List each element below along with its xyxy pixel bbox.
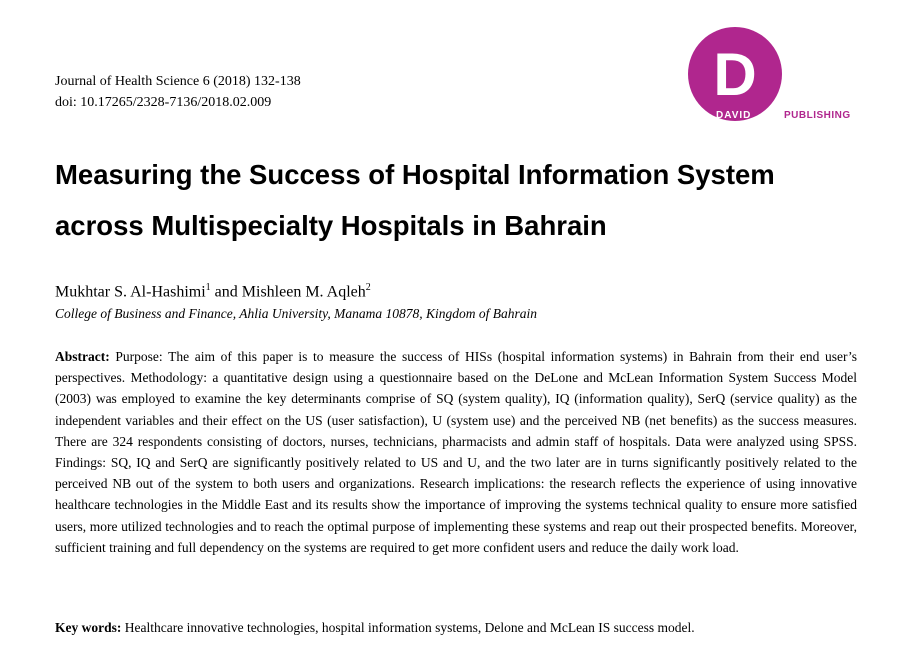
journal-citation: Journal of Health Science 6 (2018) 132-138 <box>55 74 301 89</box>
author-2: Mishleen M. Aqleh <box>241 283 366 301</box>
affiliation: College of Business and Finance, Ahlia University, Manama 10878, Kingdom of Bahrain <box>55 306 537 321</box>
logo-letter: D <box>713 41 757 108</box>
author-2-affiliation-mark: 2 <box>365 282 371 293</box>
logo-word-right: PUBLISHING <box>784 110 851 121</box>
doi: doi: 10.17265/2328-7136/2018.02.009 <box>55 95 272 110</box>
author-1-affiliation-mark: 1 <box>205 282 211 293</box>
david-publishing-logo <box>687 27 862 127</box>
title-line-2: across Multispecialty Hospitals in Bahrain <box>55 210 607 241</box>
paper-title <box>55 149 895 251</box>
keywords <box>55 619 857 637</box>
abstract-text: Purpose: The aim of this paper is to measure the success of HISs (hospital information systems) in Bahrain from their end user’s perspectives. Methodology: a quantitative design using a questionnaire based on the DeLone and McLean Information System Success Model (2003) was employed to examine the key determinants comprise of SQ (system quality), IQ (information quality), SerQ (service quality) as the independent variables and their effect on the US (user satisfaction), U (system use) and the perceived NB (net benefits) as the success measures. There are 324 respondents consisting of doctors, nurses, technicians, pharmacists and admin staff of hospitals. Data were analyzed using SPSS. Findings: SQ, IQ and SerQ are significantly positively related to US and U, and the two later are in turns significantly positively related to the perceived NB out of the system to both users and organizations. Research implications: the research reflects the experience of using innovative healthcare technologies in the Middle East and its results show the importance of improving the systems technical quality to ensure more satisfied users, more utilized technologies and to reach the optimal purpose of implementing these systems and reap out their prospected benefits. Moreover, sufficient training and full dependency on the systems are required to get more confident users and reduce the daily work load. <box>55 349 857 555</box>
abstract <box>55 346 857 558</box>
author-connector: and <box>210 283 242 301</box>
title-line-1: Measuring the Success of Hospital Information System <box>55 159 775 190</box>
keywords-label: Key words: <box>55 620 122 635</box>
authors <box>55 278 371 302</box>
logo-word-left: DAVID <box>716 110 752 121</box>
keywords-text: Healthcare innovative technologies, hospital information systems, Delone and McLean IS success model. <box>121 620 695 635</box>
author-1: Mukhtar S. Al-Hashimi <box>55 283 206 301</box>
abstract-label: Abstract: <box>55 349 110 364</box>
journal-header <box>55 71 301 113</box>
